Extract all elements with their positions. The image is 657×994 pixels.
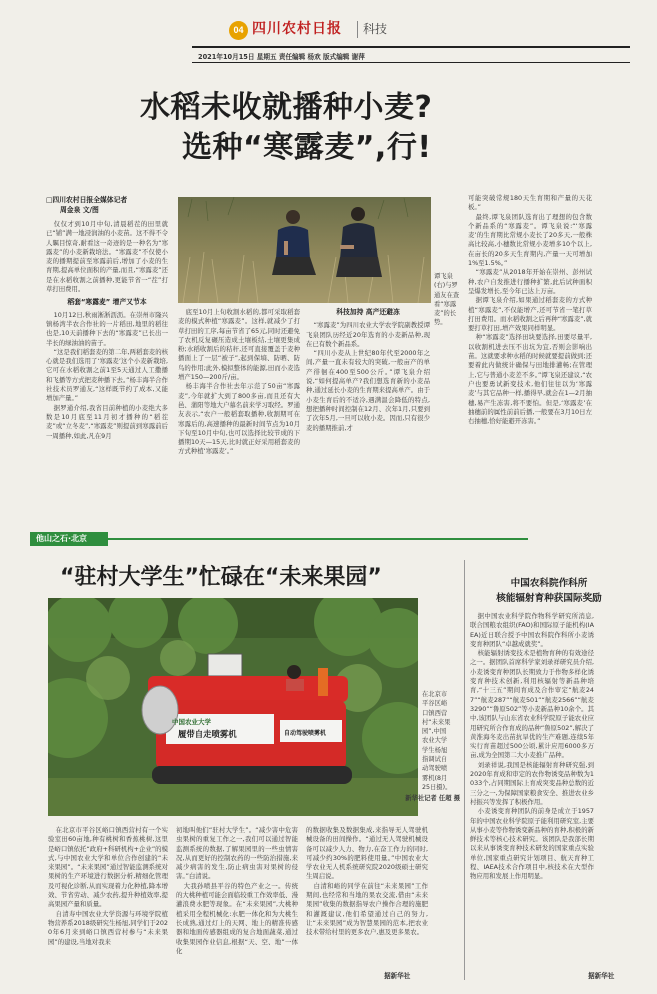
article1-headline-line1: 水稻未收就播种小麦? [140, 90, 433, 125]
section-banner [30, 532, 630, 546]
article2-headline: “驻村大学生”忙碌在“未来果园” [60, 565, 382, 590]
article1-col4-para3: “寒露麦”从2018年开始在崇州、彭州试种,农户自发推进行播种扩繁,此后试种面积呈爆发增长,至今年已达上万亩。 [468, 268, 592, 295]
article1-col4-para1: 可能突破常规180天生育期和产量的天花板。” [468, 194, 592, 212]
article1-column2 [178, 308, 300, 520]
article2-c2-para1: 初地叫他们“驻村大学生”。“减少害中危害虫果树的重复工作之一,我们可以通过智能监测系统的数据,了解果园里的一些虫情害况,从而更好的控制农药的一些防治措施,来减少病害的发生,防止病虫害对果树的侵害。”白清说。 [176, 826, 298, 881]
article1-col4-para2: 最终,谭飞泉团队选育出了理想的包含数个新品系的“寒露麦”。谭飞泉说:“‘寒露麦’的生育期比常规小麦长了20多天,一般株高比较高,小穗数比常规小麦增多10个以上,在亩长的20多天生育期内,产量一天可增加1%至1.5%。” [468, 212, 592, 268]
article2-c3-para1: 的数据收集及数据集成,来指导无人驾驶机械设备的田间操作。“通过无人驾驶机械设备可以减少人力、物力,在奋工作力的同时,可减少约30%的肥料使用量。”中国农业大学农业无人机系统研究院2020级硕士研究生周启说。 [306, 826, 428, 881]
article1-headline-line2: 选种“寒露麦”,行! [182, 130, 432, 165]
article1-photo [178, 197, 431, 303]
article1-para3: 据罗通介绍,我省目前种植的小麦绝大多数是10月底至11月初才播种的“稻茬麦”或“立冬麦”,“寒露麦”则提前到寒露前后一周播种,如此,凡在9月 [46, 403, 168, 440]
article2-credit: 据新华社 [384, 972, 411, 980]
article3-para2: 核能辐射诱变技术是植物育种的有效途径之一。据团队首席科学家刘录祥研究员介绍,小麦诱变育种团队长期致力于作物多样化诱变育种技术创新,利用核辐射等新品种培育,“十三五”期间育成及合作审定“航麦247”“航麦287”“航麦501”“航麦2566”“航麦3290”“鲁原502”等小麦新品种10余个。其中,该团队与山东省农业科学院原子能农业应用研究所合作育成的品种“鲁原502”,解决了黄淮海冬麦出苗抗旱优的生产难题,连续5年实行育苗超过500公顷,累计应用6000多万亩,成为全国第二大小麦推广品种。 [470, 649, 594, 760]
article1-photo-caption: 谭飞泉(右)与罗通友在查看“寒露麦”的长势。 [434, 273, 460, 327]
article1-column3 [306, 306, 430, 520]
article2-photo-caption: 在北京市平谷区峪口镇西营村“未来果园”,中国农业大学学生杨旭指调试自动驾驶喷雾机(8月25日摄)。 [422, 691, 452, 791]
article1-col4-para5: 种“寒露麦”选择田块要选择,田要尽量平,以收割机进去压不出坑为宜,否则会影响出苗。这就要求种水稻的时候就要提前做到;还要着此内做统计确保与田地排灌畅;在管理上,它与普通小麦差不多。”谭飞泉还建议,“农户也要勇试新变技术,他们往往以为‘寒露麦’与其它品种一样,播得早,就会在1—2月抽穗,易产生冻害,将不要怕。但是,‘寒露麦’在抽穗前的属性前前后播,一般要在3月10日左右抽穗,恰好能避开冻害。” [468, 333, 592, 426]
article1-subhead-2: 科技加持 高产还避冻 [336, 308, 400, 316]
dateline: 2021年10月15日 星期五 责任编辑 杨欢 版式编辑 谢萍 [198, 53, 365, 61]
masthead-rule-bottom [192, 62, 630, 63]
article3-credit: 据新华社 [588, 972, 615, 980]
paper-name-logo: 四川农村日报 [252, 21, 342, 37]
article3-headline-line2: 核能辐射育种获国际奖励 [496, 593, 602, 604]
byline-line2: 周金泉 文/图 [60, 206, 99, 214]
masthead-rule [192, 46, 630, 48]
article1-col4-para4: 据谭飞泉介绍,如果通过稻套麦的方式种植“寒露麦”,不仅能增产,还可节省一笔打草打田费用。而水稻收割之后再种“寒露麦”,就要打草打田,增产效果同样明显。 [468, 296, 592, 333]
article1-column1 [46, 220, 168, 520]
article1-intro: 仅仅才到10月中旬,清晨稻茬的田里就已“铺”满一地浸润油的小麦苗。这不得不令人瞩目惊奇,耐看这一奇迹的是一种名为“寒露麦”的小麦新栽培法。“寒露麦”不仅使小麦的播期提前至寒露前后,增加了小麦的生育期,提高单位面积的产量,而且,“寒露麦”还是在水稻收割之前播种,更能节省一“茬”打草打田费用。 [46, 220, 168, 294]
article3-body [470, 612, 594, 978]
article1-para2: “这是我们稻套麦的第二年,两稻套麦的核心就是我们选用了‘寒露麦’这个小麦新栽培,它可在水稻收割之前1至5天通过人工撒播和飞播等方式把麦种播下去。”杨丰海半合作社技术员罗通友,“这样既节约了成本,又能增加产量。” [46, 347, 168, 403]
banner-label: 他山之石·北京 [36, 534, 88, 543]
orchard-sprayer-illustration [48, 598, 418, 816]
article2-column2 [176, 826, 298, 982]
article3-divider [464, 560, 465, 980]
machine-brand: 中国农业大学 [172, 718, 211, 726]
article1-subhead-1: 稻套“寒露麦” 增产又节本 [67, 298, 147, 307]
article3-para1: 据中国农业科学院作物科学研究所消息,联合国粮农组织(FAO)和国际原子能机构(IAEA)近日联合授予中国农科院作科所小麦诱变育种团队“卓越成就奖”。 [470, 612, 594, 648]
article2-c3-para2: 白清和峪的同学在前往“未来果园”工作期间,也经常和当地的果农交流,借由“未来果园”收集的数据指导农户操作合理的施肥和灌溉建议,他们希望通过自己的努力,让“未来果园”成为智慧果园的范本,把农业技术带给村里的更多农户,惠及更多果农。 [306, 881, 428, 937]
masthead [0, 0, 657, 70]
byline-line1: □四川农村日报全媒体记者 [46, 196, 128, 204]
article2-photo [48, 598, 418, 816]
article2-column3 [306, 826, 428, 976]
article3-headline-line1: 中国农科院作科所 [510, 578, 588, 589]
page-number-badge [229, 21, 248, 40]
article1-col3-para2: “四川小麦从上世纪80年代至2000年之间,产量一直未有较大的突破,一般亩产的单产徘徊在400至500公斤。”谭飞泉介绍说,“如何提高单产?我们想选育新的小麦品种,通过延长小麦的生育期来提高单产。由于小麦生育后的不适冷,遇满温会降低的特点,想把播种时间控制在12月、次年1月,只要到了次年5月,一旦可以收小麦。因而,只有很少麦的播期推前,才 [306, 349, 430, 432]
wheat-field-illustration [178, 197, 431, 303]
article1-byline [46, 194, 166, 214]
separator-bar [357, 21, 358, 38]
article2-c2-para2: 大我孙喷县平谷的特色产业之一。传统的大桃种植可能会面临较重工作效率低、漫灌浪费水肥等现象。在“未来果园”,大桃种植采用全程机械化:水肥一体化和为大桃生长成熟,通过灯上的天网、地上的精准传感器和地面传感器组成的复合地面蔬菜,通过收集果园作业信息,根据“天、空、地”一体化 [176, 881, 298, 955]
article3-para4: 小麦诱变育种团队的前身是成立于1957年的中国农业科学院原子能利用研究室,主要从事小麦等作物诱变新品种的育种,积极的新鲜技术等核心技术研究。该团队是我部长期以来从事诱变育种技术研发的国家重点实验单位,国家重点研究计划项目、航天育种工程、IAEA技术合作项目中,核技术在大型作物应用和发展上作用明显。 [470, 807, 594, 881]
machine-label-left: 履带自走喷雾机 [178, 729, 237, 739]
page-number: 04 [233, 25, 244, 35]
article1-column4 [468, 194, 592, 522]
machine-label-right: 自动驾驶喷雾机 [284, 730, 327, 737]
article2-photo-credit: 新华社记者 任超 摄 [405, 795, 460, 802]
article1-col2-para2: 杨丰海半合作社去年示范了50亩“寒露麦”,今年就扩大到了800多亩,而且还有大邑、蒲阳等地大户慕名前来学习取经。罗通友表示,“农户一般稻套取播种,收割期可在寒露后的,高速播种的最新时间节点为10月下旬至10月中旬,也可以选择比较节成的下播期10天—15天,比时就正好采用稻套麦的方式种植‘寒露麦’。” [178, 382, 300, 456]
article2-c1-para1: 在北京市平谷区峪口镇西营村有一个实验室田60亩地,种有桃树和香蕉桃树,这里是峪口镇依托“政府+科研机构+企业”的模式,与中国农业大学和单位合作创建的“未来果园”。“未来果园”通过智能监测系统对果树的生产环境进行数据分析,精细化管理及可视化诊断,从而实现着力化种植,降本增效、节省劳动、减少农药,提升种植效率,提高果园产量和质量。 [48, 826, 168, 909]
article2-column1 [48, 826, 168, 982]
banner-rule [108, 538, 528, 540]
article2-c1-para2: 自清寿中国农业大学资源与环境学院植物营养系2018级研究生杨旭,同学们于2020年6月来到峪口镇西营村参与“未来果园”的建设,当地对我来 [48, 909, 168, 946]
article1-col2-para1: 底至10月上旬收割水稻的,都可采取稻套麦的模式种植“寒露麦”。这样,就减少了打草打田的工序,每亩节省了65元,同时还避免了农机反复碾压造成土壤板结,土壤更集成粉;水稻收割后的秸秆,还可直接覆盖于麦种播面上了一层“被子”,起到保墒、防晒、防鸟的作用;此外,模拟整体的能源,田而小麦选增产150—200斤/亩。 [178, 308, 300, 382]
article1-para1: 10月12日,秋雨淅淅沥沥。在崇州市隆兴镇杨湾半农合作社的一片稻田,地里的稻往也是,10天前播种下去的“寒露麦”已长出一半长的绿油油的苗子。 [46, 310, 168, 347]
article3-para3: 刘录祥说,我国是核能辐射育种研究强,到2020年育成和审定的农作物诱变品种数为1033个,占同期国际上育成突变品种总数的近三分之一,为保障国家粮食安全、推进农业乡村振兴等发挥了积极作用。 [470, 760, 594, 806]
section-name: 科技 [363, 22, 388, 36]
article1-col3-para1: “寒露麦”为四川农业大学农学院副教授谭飞泉团队历经近20年选育的小麦新品种,现在已有数个新品系。 [306, 321, 430, 348]
